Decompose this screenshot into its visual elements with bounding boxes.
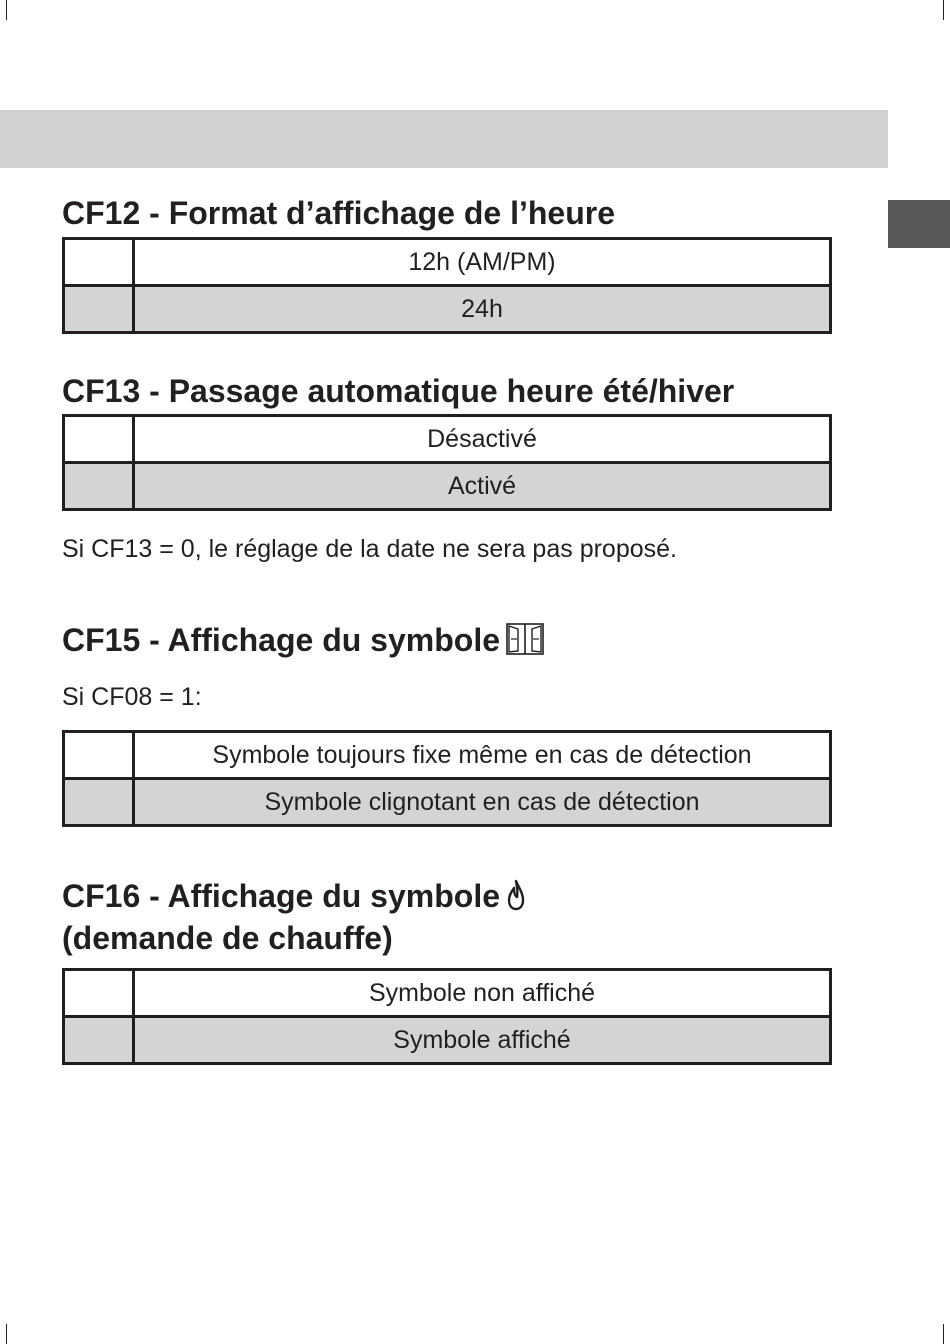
header-band xyxy=(0,110,888,168)
option-key-cell xyxy=(64,239,134,286)
cf15-options-table xyxy=(62,730,832,827)
cf12-title: CF12 - Format d’affichage de l’heure xyxy=(62,195,615,231)
option-key-cell xyxy=(64,463,134,510)
option-key-cell xyxy=(64,1017,134,1064)
cf15-title-line xyxy=(62,619,544,665)
cf15-condition: Si CF08 = 1: xyxy=(62,683,202,711)
crop-mark-bottom-left xyxy=(6,1324,7,1344)
table-row xyxy=(64,732,831,779)
table-row xyxy=(64,416,831,463)
option-label: Activé xyxy=(134,463,831,510)
option-label: 12h (AM/PM) xyxy=(134,239,831,286)
option-key-cell xyxy=(64,970,134,1017)
table-row xyxy=(64,239,831,286)
option-label: Symbole non affiché xyxy=(134,970,831,1017)
option-label: Symbole affiché xyxy=(134,1017,831,1064)
option-label: 24h xyxy=(134,286,831,333)
crop-mark-top-right xyxy=(943,0,944,20)
option-label: Symbole clignotant en cas de détection xyxy=(134,779,831,826)
option-key-cell xyxy=(64,732,134,779)
table-row xyxy=(64,463,831,510)
crop-mark-bottom-right xyxy=(943,1324,944,1344)
table-row xyxy=(64,970,831,1017)
cf13-note: Si CF13 = 0, le réglage de la date ne sera pas proposé. xyxy=(62,535,677,563)
cf12-options-table xyxy=(62,237,832,334)
option-key-cell xyxy=(64,286,134,333)
table-row xyxy=(64,286,831,333)
option-key-cell xyxy=(64,416,134,463)
option-label: Symbole toujours fixe même en cas de détection xyxy=(134,732,831,779)
flame-icon xyxy=(506,879,526,921)
window-icon xyxy=(506,623,544,665)
cf13-options-table xyxy=(62,414,832,511)
option-label: Désactivé xyxy=(134,416,831,463)
option-key-cell xyxy=(64,779,134,826)
cf13-title: CF13 - Passage automatique heure été/hiver xyxy=(62,373,735,409)
section-thumb-tab xyxy=(888,200,950,248)
crop-mark-top-left xyxy=(6,0,7,20)
cf16-title: CF16 - Affichage du symbole xyxy=(62,878,500,914)
cf16-title-line1 xyxy=(62,875,526,921)
cf16-options-table xyxy=(62,968,832,1065)
cf16-subtitle: (demande de chauffe) xyxy=(62,920,393,956)
cf15-title: CF15 - Affichage du symbole xyxy=(62,622,500,658)
table-row xyxy=(64,1017,831,1064)
table-row xyxy=(64,779,831,826)
